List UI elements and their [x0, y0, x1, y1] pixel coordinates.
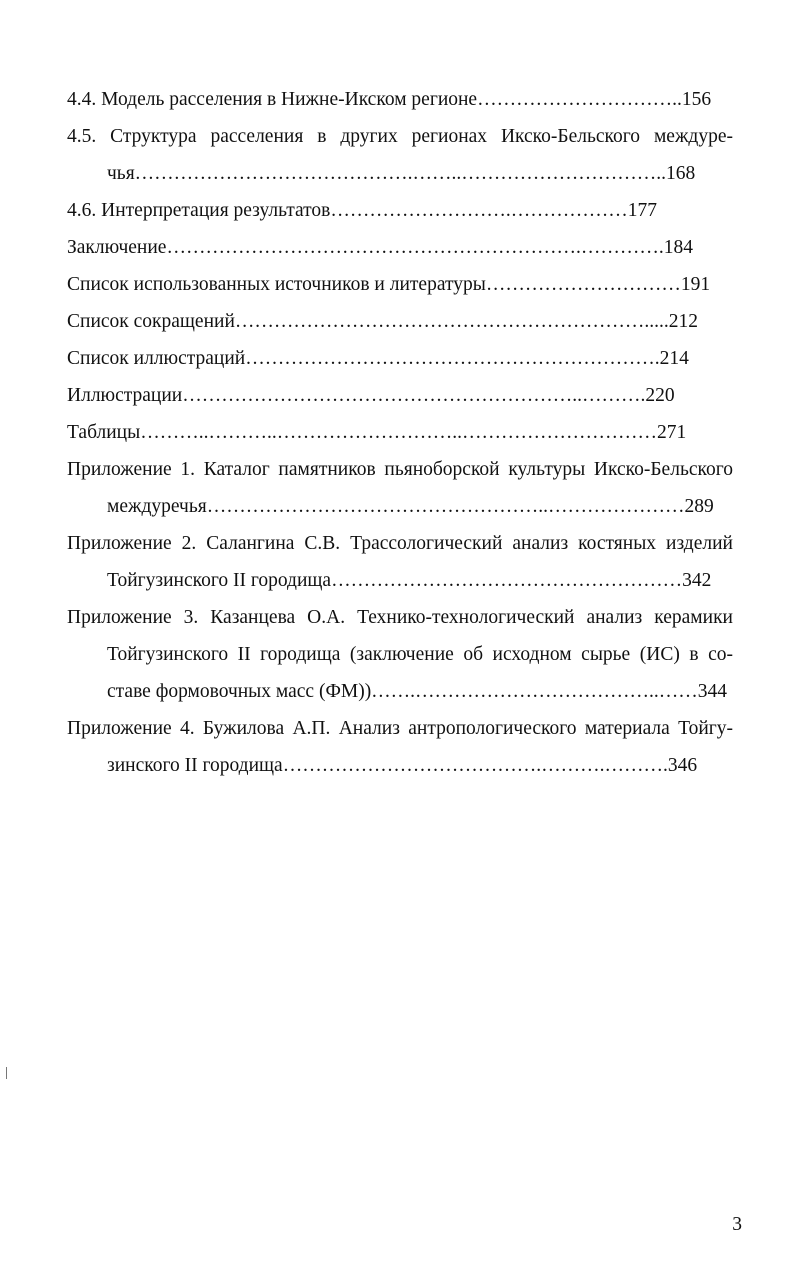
toc-entry-4-5: 4.5. Структура расселения в других регионах Икско-Бельского междуре- — [67, 126, 733, 147]
toc-entry-appendix-2: Приложение 2. Салангина С.В. Трассологический анализ костяных изделий — [67, 533, 733, 554]
toc-entry-4-6: 4.6. Интерпретация результатов……………………….………………177 — [67, 200, 658, 221]
toc-entry-sources: Список использованных источников и литературы…………………………191 — [67, 274, 711, 295]
toc-entry-appendix-4-continued: зинского II городища………………………………….……….……….346 — [107, 755, 698, 776]
toc-entry-conclusion: Заключение……………………………………………………….………….184 — [67, 237, 693, 258]
toc-entry-appendix-2-continued: Тойгузинского II городища………………………………………………342 — [107, 570, 712, 591]
toc-entry-appendix-4: Приложение 4. Бужилова А.П. Анализ антропологического материала Тойгу- — [67, 718, 733, 739]
toc-entry-appendix-1-continued: междуречья……………………………………………..…………………289 — [107, 496, 714, 517]
toc-entry-appendix-3-continued-2: ставе формовочных масс (ФМ))…….………………………………..……344 — [107, 681, 728, 702]
toc-entry-appendix-3-continued: Тойгузинского II городища (заключение об исходном сырье (ИС) в со- — [107, 644, 733, 665]
page-number: 3 — [732, 1214, 742, 1235]
toc-entry-4-5-continued: чья…………………………………….……..…………………………..168 — [107, 163, 696, 184]
scan-mark — [6, 1067, 7, 1079]
toc-entry-abbreviations: Список сокращений……………………………………………………….....212 — [67, 311, 699, 332]
toc-entry-appendix-1: Приложение 1. Каталог памятников пьяноборской культуры Икско-Бельского — [67, 459, 733, 480]
toc-entry-tables: Таблицы………..………..………………………..…………………………271 — [67, 422, 687, 443]
toc-entry-appendix-3: Приложение 3. Казанцева О.А. Технико-технологический анализ керамики — [67, 607, 733, 628]
toc-entry-illustrations-list: Список иллюстраций……………………………………………………….214 — [67, 348, 689, 369]
toc-entry-illustrations: Иллюстрации……………………………………………………..……….220 — [67, 385, 675, 406]
toc-entry-4-4: 4.4. Модель расселения в Нижне-Икском регионе…………………………..156 — [67, 89, 712, 110]
